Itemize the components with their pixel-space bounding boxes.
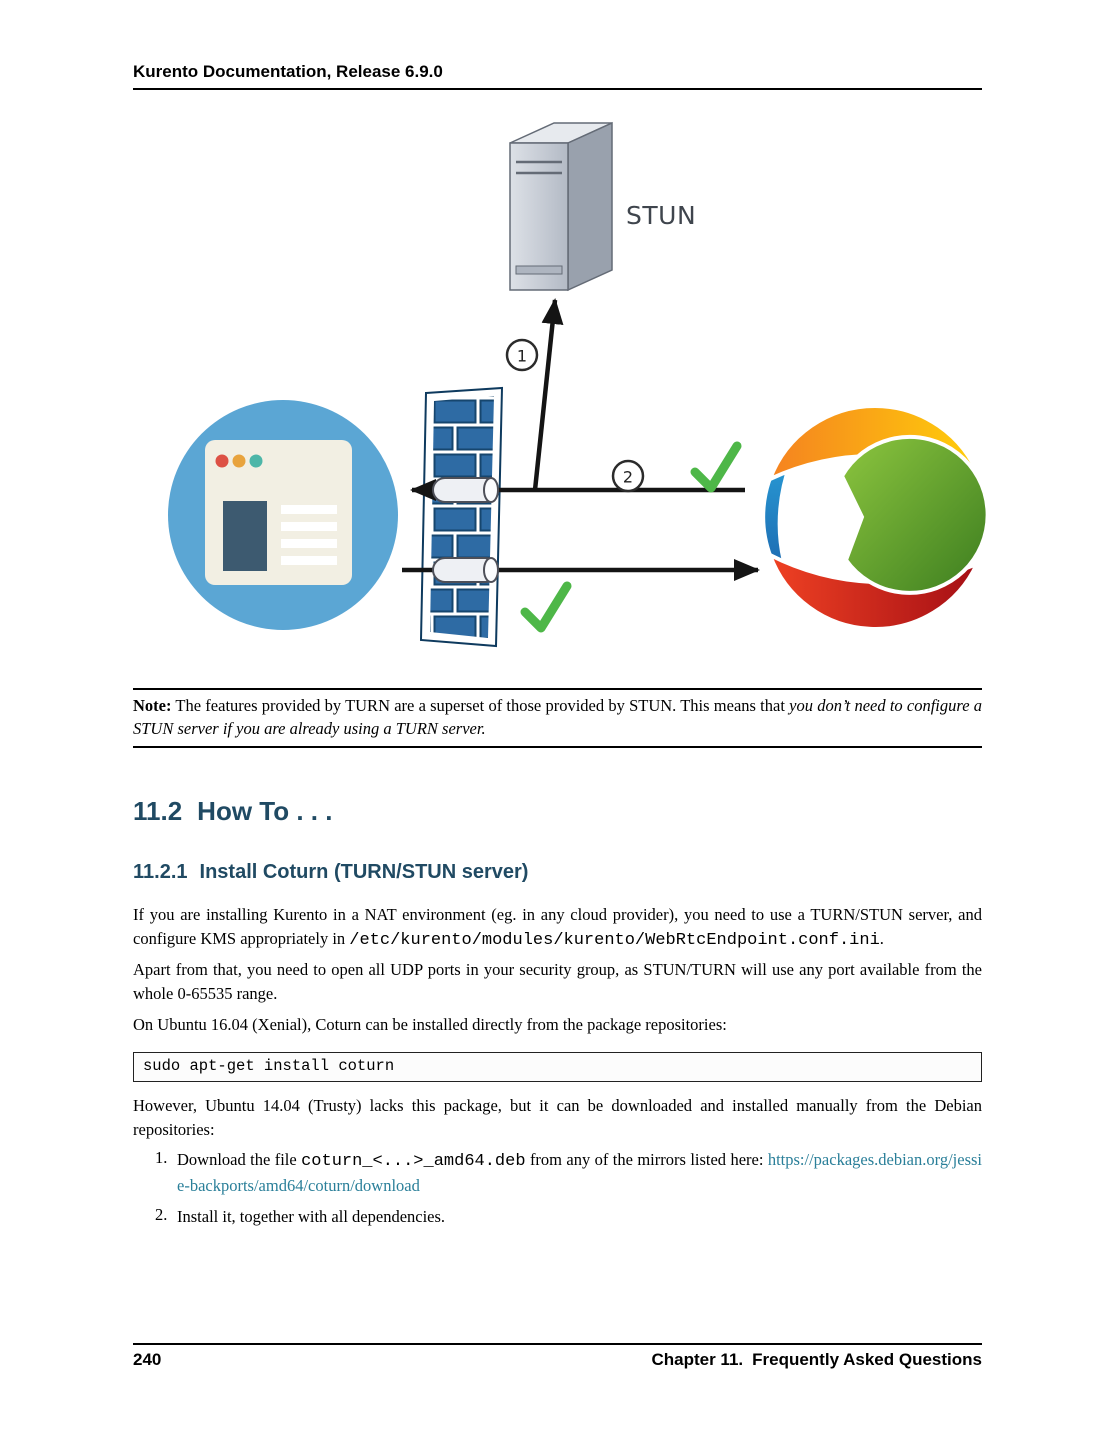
deb-filename-code: coturn_<...>_amd64.deb: [301, 1152, 526, 1171]
diagram-canvas: [150, 120, 990, 672]
note-rule-top: [133, 688, 982, 690]
nat-pipe-bottom-icon: [433, 558, 498, 582]
list-item-body: Install it, together with all dependencies.: [177, 1207, 446, 1226]
browser-text-line: [281, 556, 337, 565]
nat-pipe-top-icon: [433, 478, 498, 502]
paragraph-ubuntu-trusty: However, Ubuntu 14.04 (Trusty) lacks this package, but it can be downloaded and installed manually from the Debian repositories:: [133, 1096, 982, 1139]
stun-server-label: STUN: [626, 201, 697, 230]
browser-dot-orange: [233, 455, 246, 468]
kurento-logo: [763, 406, 987, 629]
firewall-icon: [418, 382, 510, 654]
note-text: The features provided by TURN are a superset of those provided by STUN. This means that: [175, 696, 785, 715]
checkmark-icon-bottom: [525, 586, 567, 628]
header-rule: [133, 88, 982, 90]
list-item-number: 1.: [155, 1148, 168, 1167]
paragraph-period: .: [879, 928, 884, 948]
config-path-code: /etc/kurento/modules/kurento/WebRtcEndpoint.conf.ini: [349, 930, 880, 950]
arrow-to-stun: [535, 300, 555, 490]
list-item-body: [177, 1148, 982, 1197]
step-1-badge: [507, 340, 537, 370]
browser-dot-red: [216, 455, 229, 468]
note-admonition: [133, 694, 982, 740]
paragraph-text: If you are installing Kurento in a NAT environment (eg. in any cloud provider), you need to use a TURN/STUN server, and configure KMS appropriately in: [133, 905, 982, 948]
note-emphasis: you don’t need to configure a STUN server if you are already using a TURN server.: [133, 696, 983, 738]
note-rule-bottom: [133, 746, 982, 748]
paragraph-nat-environment: [133, 903, 982, 952]
stun-server-icon: [510, 123, 612, 290]
debian-packages-link[interactable]: https://packages.debian.org/jessie-backports/amd64/coturn/download: [177, 1150, 982, 1195]
footer-chapter-title: Frequently Asked Questions: [752, 1350, 982, 1369]
list-item-text: Download the file: [177, 1150, 297, 1169]
paragraph-udp-ports: Apart from that, you need to open all UDP ports in your security group, as STUN/TURN will use any port available from the whole 0-65535 range.: [133, 960, 982, 1003]
stun-turn-diagram: [150, 120, 990, 672]
browser-dot-teal: [250, 455, 263, 468]
browser-text-line: [281, 522, 337, 531]
footer-chapter-label: Chapter 11.: [651, 1350, 744, 1369]
list-item-download: [133, 1148, 982, 1197]
footer-chapter: [651, 1350, 982, 1370]
browser-text-line: [281, 505, 337, 514]
paragraph-ubuntu-xenial: On Ubuntu 16.04 (Xenial), Coturn can be installed directly from the package repositories:: [133, 1015, 727, 1034]
subsection-title: Install Coturn (TURN/STUN server): [199, 861, 529, 883]
section-title: How To . . .: [197, 796, 333, 826]
list-item-install: [133, 1205, 982, 1229]
note-label: Note:: [133, 696, 172, 715]
browser-text-line: [281, 539, 337, 548]
browser-client-icon: [168, 400, 398, 630]
footer-rule: [133, 1343, 982, 1345]
browser-image-placeholder: [223, 501, 267, 571]
list-item-text: from any of the mirrors listed here:: [529, 1150, 764, 1169]
step-1-number: 1: [516, 346, 528, 366]
step-2-badge: [613, 461, 643, 491]
step-2-number: 2: [622, 467, 634, 487]
subsection-number: 11.2.1: [133, 861, 188, 883]
code-block-install-coturn: sudo apt-get install coturn: [133, 1052, 982, 1082]
subsection-heading: [133, 861, 528, 884]
kurento-logo-green-swash: [842, 437, 988, 593]
page-header-title: Kurento Documentation, Release 6.9.0: [133, 62, 443, 81]
section-heading: [133, 796, 332, 827]
footer-page-number: 240: [133, 1350, 162, 1369]
list-item-number: 2.: [155, 1205, 168, 1224]
section-number: 11.2: [133, 796, 183, 826]
checkmark-icon-top: [695, 446, 737, 488]
